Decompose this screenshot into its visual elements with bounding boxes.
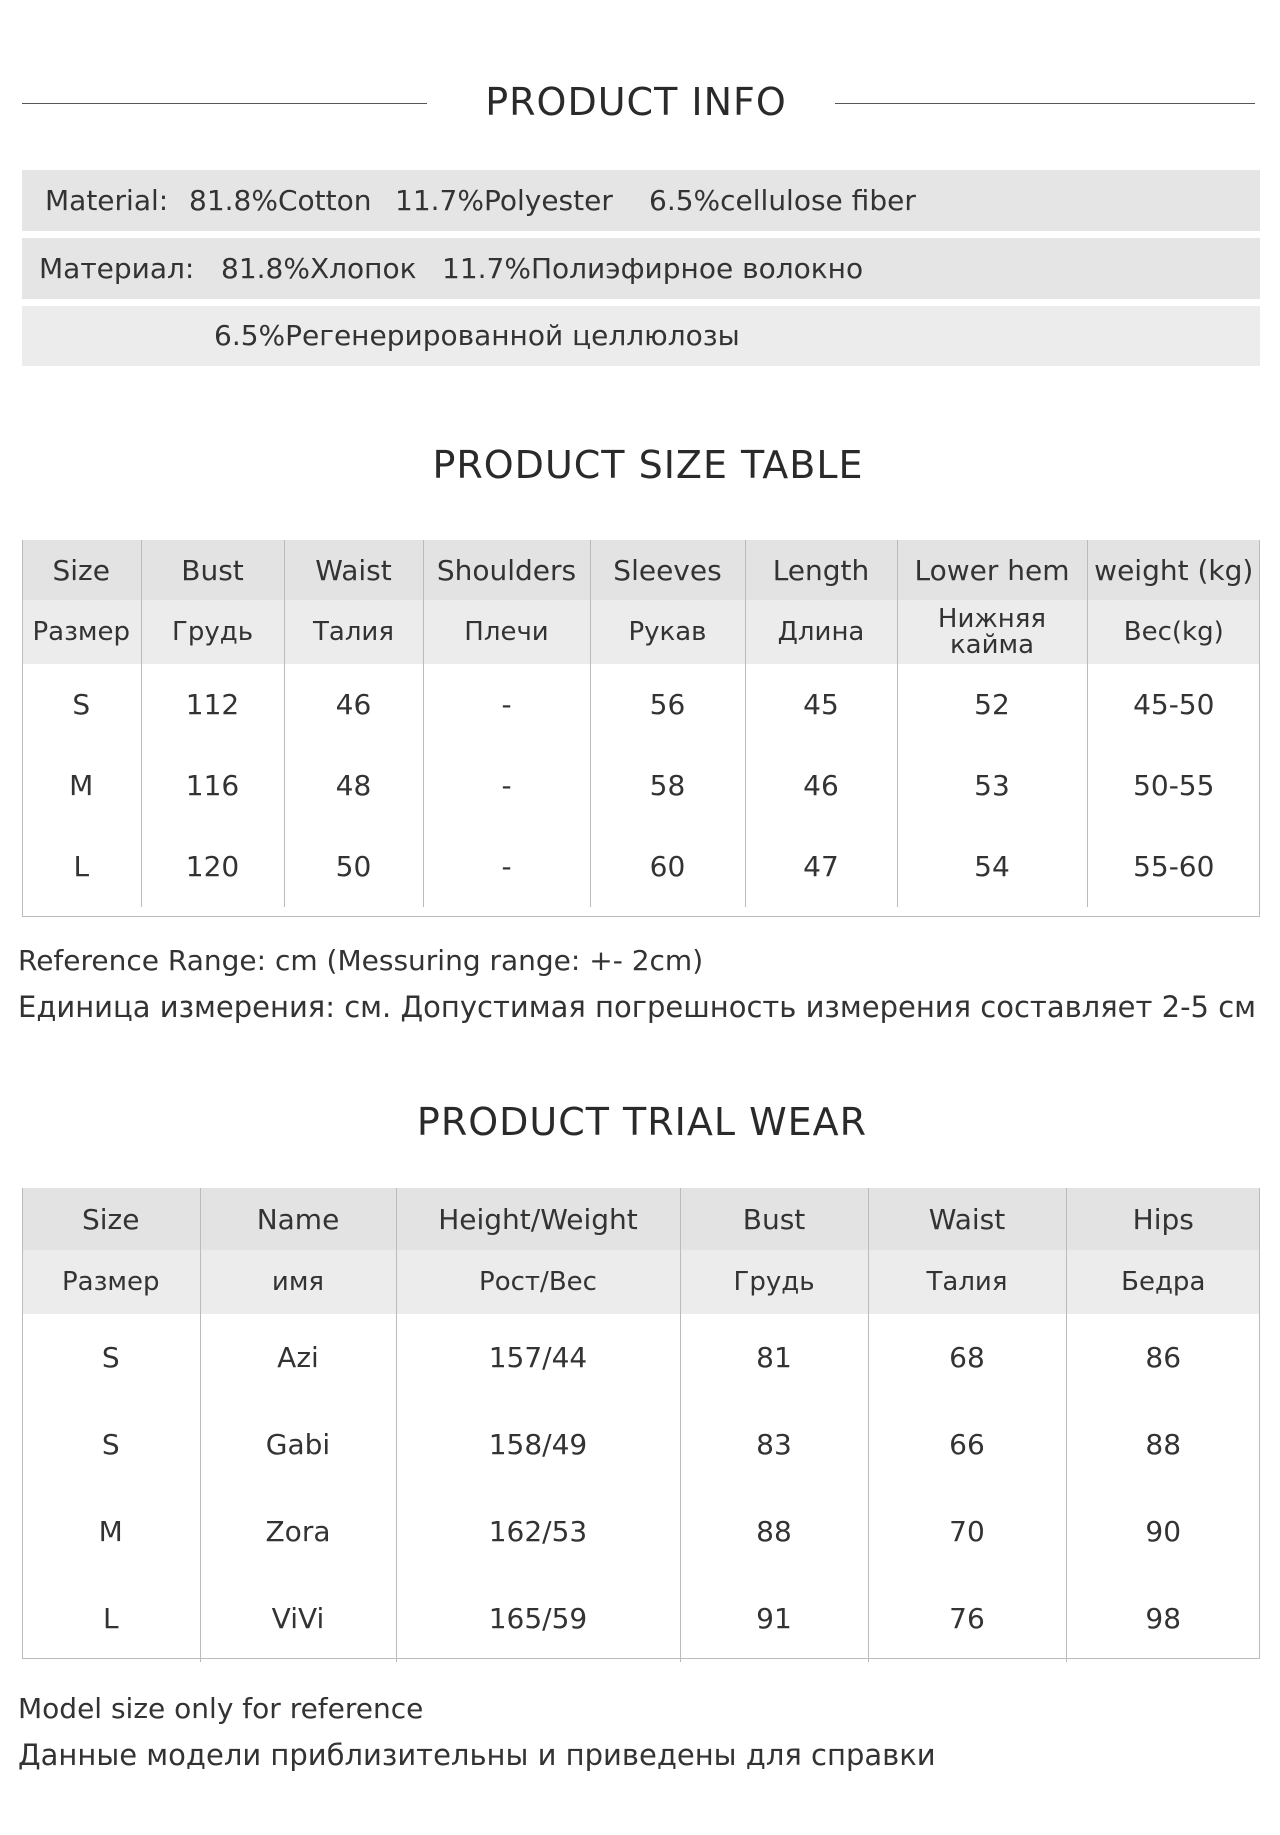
trial-header-waist-ru: Талия [868, 1250, 1066, 1314]
trial-table-row [22, 1575, 1260, 1662]
trial-table-row [22, 1401, 1260, 1488]
table-cell: 98 [1066, 1575, 1260, 1662]
table-cell: - [423, 664, 590, 745]
table-cell: 60 [590, 826, 745, 907]
material-label-ru: Материал: [39, 252, 195, 285]
table-cell: 55-60 [1087, 826, 1260, 907]
table-cell: 81 [680, 1314, 868, 1401]
trial-wear-table [22, 1188, 1260, 1662]
table-cell: - [423, 745, 590, 826]
table-cell: S [22, 1314, 200, 1401]
table-cell: 54 [897, 826, 1087, 907]
header-size: Size [22, 540, 141, 600]
table-cell: 162/53 [396, 1488, 680, 1575]
header-lower-hem-ru: Нижняя кайма [897, 600, 1087, 664]
table-cell: Gabi [200, 1401, 396, 1488]
trial-wear-title: PRODUCT TRIAL WEAR [416, 1100, 868, 1144]
header-bust: Bust [141, 540, 284, 600]
table-cell: 83 [680, 1401, 868, 1488]
header-waist-ru: Талия [284, 600, 423, 664]
table-cell: 116 [141, 745, 284, 826]
table-cell: 52 [897, 664, 1087, 745]
trial-header-bust: Bust [680, 1188, 868, 1250]
header-length-ru: Длина [745, 600, 897, 664]
table-cell: 70 [868, 1488, 1066, 1575]
header-shoulders: Shoulders [423, 540, 590, 600]
table-cell: ViVi [200, 1575, 396, 1662]
table-cell: 90 [1066, 1488, 1260, 1575]
header-size-ru: Размер [22, 600, 141, 664]
trial-table-header-en [22, 1188, 1260, 1250]
table-cell: 46 [284, 664, 423, 745]
trial-header-name: Name [200, 1188, 396, 1250]
material-polyester: 11.7%Polyester [395, 184, 613, 217]
trial-header-bust-ru: Грудь [680, 1250, 868, 1314]
size-table-row [22, 826, 1260, 907]
trial-header-waist: Waist [868, 1188, 1066, 1250]
table-cell: 45-50 [1087, 664, 1260, 745]
size-table-title: PRODUCT SIZE TABLE [432, 443, 864, 487]
table-cell: M [22, 1488, 200, 1575]
size-table-row [22, 745, 1260, 826]
table-cell: 46 [745, 745, 897, 826]
table-cell: 53 [897, 745, 1087, 826]
table-cell: 91 [680, 1575, 868, 1662]
header-waist: Waist [284, 540, 423, 600]
size-table-note-en: Reference Range: cm (Messuring range: +- 2cm) [18, 944, 704, 977]
table-cell: 86 [1066, 1314, 1260, 1401]
size-table-note-ru: Единица измерения: см. Допустимая погрешность измерения составляет 2-5 см [18, 990, 1257, 1024]
material-cotton-ru: 81.8%Хлопок [221, 252, 417, 285]
table-cell: S [22, 1401, 200, 1488]
table-cell: 76 [868, 1575, 1066, 1662]
material-cellulose-ru: 6.5%Регенерированной целлюлозы [214, 319, 740, 352]
table-cell: 48 [284, 745, 423, 826]
table-cell: Azi [200, 1314, 396, 1401]
table-cell: Zora [200, 1488, 396, 1575]
table-cell: 66 [868, 1401, 1066, 1488]
size-table-header-en [22, 540, 1260, 600]
material-row-ru [22, 238, 1260, 299]
table-cell: 88 [1066, 1401, 1260, 1488]
header-shoulders-ru: Плечи [423, 600, 590, 664]
table-cell: 56 [590, 664, 745, 745]
header-sleeves: Sleeves [590, 540, 745, 600]
table-cell: 158/49 [396, 1401, 680, 1488]
trial-note-en: Model size only for reference [18, 1692, 424, 1725]
table-cell: M [22, 745, 141, 826]
header-weight-ru: Вес(kg) [1087, 600, 1260, 664]
trial-header-hips: Hips [1066, 1188, 1260, 1250]
table-cell: 157/44 [396, 1314, 680, 1401]
size-table-row [22, 664, 1260, 745]
header-bust-ru: Грудь [141, 600, 284, 664]
trial-header-size-ru: Размер [22, 1250, 200, 1314]
size-table [22, 540, 1260, 907]
table-cell: 112 [141, 664, 284, 745]
trial-header-name-ru: имя [200, 1250, 396, 1314]
table-cell: - [423, 826, 590, 907]
trial-header-hips-ru: Бедра [1066, 1250, 1260, 1314]
table-cell: L [22, 826, 141, 907]
material-polyester-ru: 11.7%Полиэфирное волокно [442, 252, 864, 285]
header-weight: weight (kg) [1087, 540, 1260, 600]
material-row-en [22, 170, 1260, 231]
header-sleeves-ru: Рукав [590, 600, 745, 664]
header-length: Length [745, 540, 897, 600]
table-cell: 47 [745, 826, 897, 907]
material-label: Material: [45, 184, 169, 217]
table-cell: 50 [284, 826, 423, 907]
product-info-title: PRODUCT INFO [485, 80, 787, 124]
material-cellulose: 6.5%cellulose fiber [649, 184, 916, 217]
trial-table-row [22, 1488, 1260, 1575]
table-cell: L [22, 1575, 200, 1662]
trial-note-ru: Данные модели приблизительны и приведены для справки [18, 1738, 936, 1772]
trial-table-header-ru [22, 1250, 1260, 1314]
table-cell: 50-55 [1087, 745, 1260, 826]
table-cell: 88 [680, 1488, 868, 1575]
table-cell: 58 [590, 745, 745, 826]
trial-header-height-weight: Height/Weight [396, 1188, 680, 1250]
size-table-header-ru [22, 600, 1260, 664]
table-cell: 45 [745, 664, 897, 745]
trial-header-size: Size [22, 1188, 200, 1250]
table-cell: S [22, 664, 141, 745]
trial-table-row [22, 1314, 1260, 1401]
table-cell: 68 [868, 1314, 1066, 1401]
table-cell: 165/59 [396, 1575, 680, 1662]
material-row-ru-2 [22, 306, 1260, 366]
header-lower-hem: Lower hem [897, 540, 1087, 600]
material-cotton: 81.8%Cotton [189, 184, 372, 217]
table-cell: 120 [141, 826, 284, 907]
trial-header-height-weight-ru: Рост/Вес [396, 1250, 680, 1314]
